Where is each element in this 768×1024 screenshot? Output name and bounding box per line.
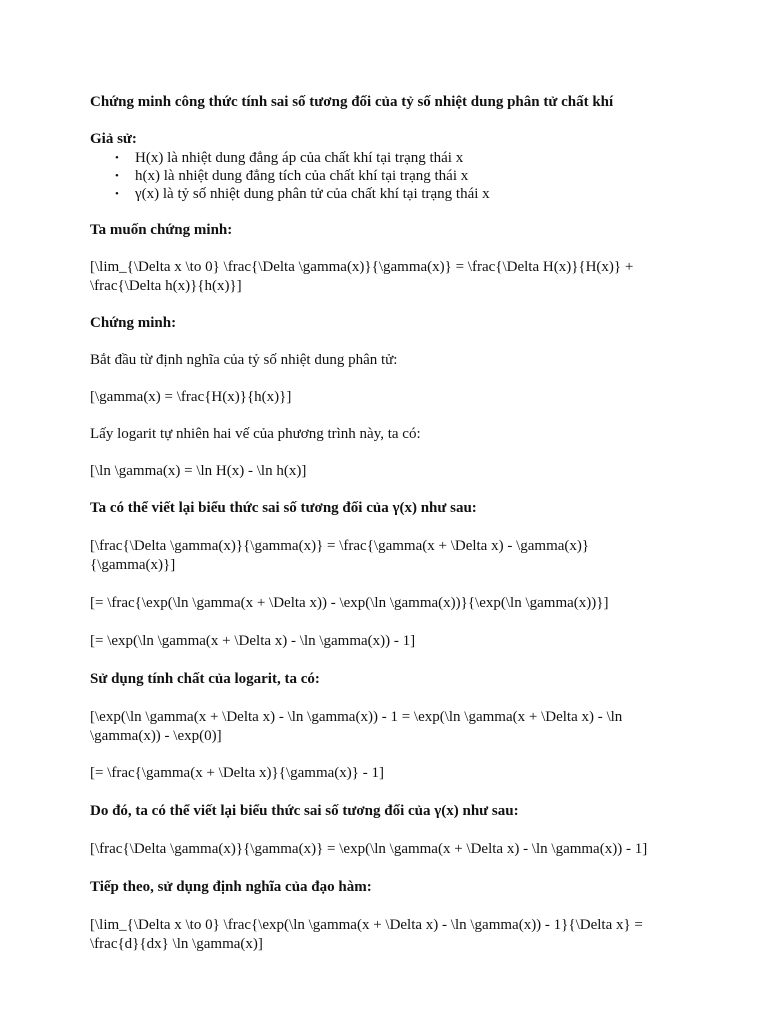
document-page: [90, 93, 670, 954]
document-title: Chứng minh công thức tính sai số tương đối của tỷ số nhiệt dung phân tử chất khí: [90, 94, 614, 110]
bullet-icon: •: [115, 152, 119, 164]
rewrite-formula-1: [\frac{\Delta \gamma(x)}{\gamma(x)} = \frac{\gamma(x + \Delta x) - \gamma(x)}{\gamma(x)}]: [90, 538, 590, 573]
thus-formula: [\frac{\Delta \gamma(x)}{\gamma(x)} = \exp(\ln \gamma(x + \Delta x) - \ln \gamma(x)) - 1]: [90, 841, 648, 857]
rewrite-heading: Ta có thể viết lại biểu thức sai số tương đối của γ(x) như sau:: [90, 500, 477, 516]
derivative-heading: Tiếp theo, sử dụng định nghĩa của đạo hàm:: [90, 879, 372, 895]
rewrite-formula-2: [= \frac{\exp(\ln \gamma(x + \Delta x)) - \exp(\ln \gamma(x))}{\exp(\ln \gamma(x))}]: [90, 595, 609, 611]
assume-heading: Giả sử:: [90, 131, 137, 147]
list-item: • H(x) là nhiệt dung đẳng áp của chất khí tại trạng thái x: [115, 150, 464, 166]
list-item: • h(x) là nhiệt dung đẳng tích của chất khí tại trạng thái x: [115, 168, 469, 184]
derivative-formula: [\lim_{\Delta x \to 0} \frac{\exp(\ln \gamma(x + \Delta x) - \ln \gamma(x)) - 1}{\Delta x} = \frac{d}{dx} \ln \gamma(x)]: [90, 917, 643, 952]
step1-formula: [\gamma(x) = \frac{H(x)}{h(x)}]: [90, 389, 292, 405]
rewrite-formula-3: [= \exp(\ln \gamma(x + \Delta x) - \ln \gamma(x)) - 1]: [90, 633, 416, 649]
log-heading: Sử dụng tính chất của logarit, ta có:: [90, 671, 320, 687]
proof-heading: Chứng minh:: [90, 315, 177, 331]
bullet-icon: •: [115, 188, 119, 200]
log-formula-1: [\exp(\ln \gamma(x + \Delta x) - \ln \gamma(x)) - 1 = \exp(\ln \gamma(x + \Delta x) - \ln \gamma(x)) - \exp(0)]: [90, 709, 623, 744]
goal-heading: Ta muốn chứng minh:: [90, 222, 233, 238]
thus-heading: Do đó, ta có thể viết lại biểu thức sai số tương đối của γ(x) như sau:: [90, 803, 519, 819]
assumption-list: [90, 149, 670, 203]
list-item: • γ(x) là tỷ số nhiệt dung phân tử của chất khí tại trạng thái x: [115, 186, 490, 202]
step2-text: Lấy logarit tự nhiên hai vế của phương trình này, ta có:: [90, 426, 421, 442]
log-formula-2: [= \frac{\gamma(x + \Delta x)}{\gamma(x)} - 1]: [90, 765, 384, 781]
step1-text: Bắt đầu từ định nghĩa của tỷ số nhiệt dung phân tử:: [90, 352, 398, 368]
step2-formula: [\ln \gamma(x) = \ln H(x) - \ln h(x)]: [90, 463, 307, 479]
goal-formula: [\lim_{\Delta x \to 0} \frac{\Delta \gamma(x)}{\gamma(x)} = \frac{\Delta H(x)}{H(x)} + \frac{\Delta h(x)}{h(x)}]: [90, 259, 634, 294]
bullet-icon: •: [115, 170, 119, 182]
